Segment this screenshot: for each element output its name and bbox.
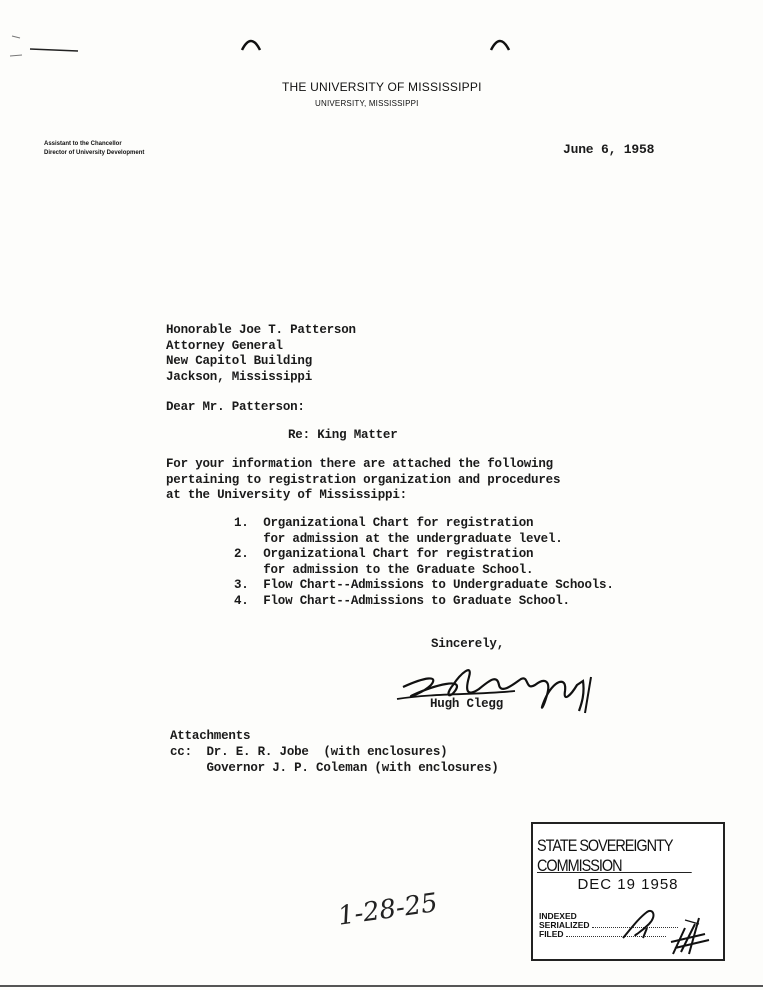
attachments-label: Attachments (170, 729, 251, 743)
letterhead-location: UNIVERSITY, MISSISSIPPI (315, 99, 419, 108)
body-line: pertaining to registration organization and procedures (166, 472, 561, 487)
closing: Sincerely, (431, 637, 505, 651)
list-item: 3. Flow Chart--Admissions to Undergraduate Schools. (234, 578, 614, 592)
letter-date: June 6, 1958 (563, 142, 655, 157)
punch-hole-left-icon (240, 34, 262, 52)
list-item: 2. Organizational Chart for registration (234, 547, 534, 561)
letterhead-university: THE UNIVERSITY OF MISSISSIPPI (282, 80, 482, 94)
sender-office (44, 140, 144, 158)
list-item: for admission to the Graduate School. (234, 562, 534, 577)
cc-line: Governor J. P. Coleman (with enclosures) (170, 760, 499, 775)
address-line: Attorney General (166, 338, 283, 353)
list-item: for admission at the undergraduate level. (234, 531, 563, 546)
address-line: New Capitol Building (166, 354, 313, 368)
stamp-title: STATE SOVEREIGNTY COMMISSION (537, 828, 692, 873)
enclosure-list (234, 516, 614, 609)
staple-mark-icon (8, 30, 80, 60)
address-line: Honorable Joe T. Patterson (166, 323, 356, 337)
signer-name: Hugh Clegg (430, 697, 504, 711)
handwritten-file-number: 1-28-25 (336, 888, 440, 932)
sender-office-line-1: Assistant to the Chancellor (44, 141, 122, 147)
sender-office-line-2: Director of University Development (44, 150, 145, 156)
list-item: 1. Organizational Chart for registration (234, 516, 534, 530)
stamp-field-serialized: SERIALIZED (539, 920, 590, 930)
scan-edge (0, 985, 763, 987)
body-paragraph (166, 457, 560, 504)
stamp-field-indexed: INDEXED (539, 911, 577, 921)
stamp-date: DEC 19 1958 (577, 876, 679, 893)
punch-hole-right-icon (489, 34, 511, 52)
subject-line: Re: King Matter (288, 428, 398, 442)
body-line: at the University of Mississippi: (166, 488, 407, 502)
cc-line: cc: Dr. E. R. Jobe (with enclosures) (170, 745, 448, 759)
list-item: 4. Flow Chart--Admissions to Graduate School. (234, 593, 570, 608)
stamp-field-filed: FILED (539, 929, 564, 939)
body-line: For your information there are attached the following (166, 457, 553, 471)
salutation: Dear Mr. Patterson: (166, 400, 305, 414)
stamp-initials-icon (613, 898, 718, 956)
state-commission-stamp (531, 822, 725, 961)
address-line: Jackson, Mississippi (166, 369, 313, 384)
cc-block (170, 745, 499, 776)
recipient-address (166, 323, 356, 385)
